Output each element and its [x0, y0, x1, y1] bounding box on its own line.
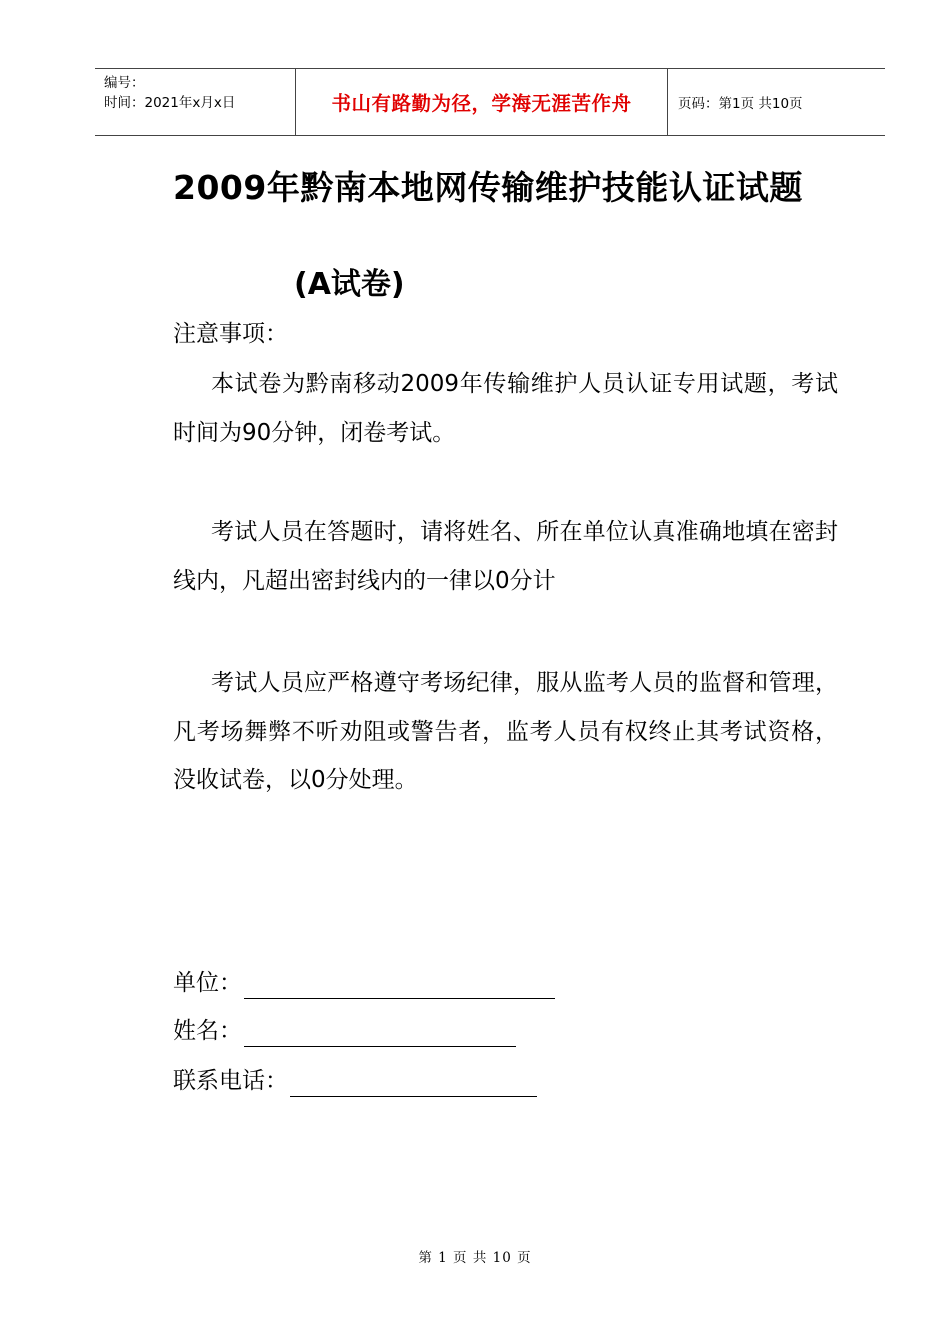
unit-field — [173, 967, 555, 999]
header-page-info: 页码：第1页 共10页 — [678, 96, 803, 112]
document-subtitle: (A试卷) — [294, 267, 405, 302]
notice-paragraph-1: 本试卷为黔南移动2009年传输维护人员认证专用试题，考试时间为90分钟，闭卷考试。 — [173, 371, 838, 446]
document-code-label: 编号： — [104, 75, 145, 91]
header-meta-cell — [95, 69, 296, 135]
notice-paragraph-2: 考试人员在答题时，请将姓名、所在单位认真准确地填在密封线内，凡超出密封线内的一律以0分计 — [173, 519, 838, 594]
notice-paragraph-3: 考试人员应严格遵守考场纪律，服从监考人员的监督和管理，凡考场舞弊不听劝阻或警告者，监考人员有权终止其考试资格，没收试卷，以0分处理。 — [173, 670, 838, 793]
phone-label: 联系电话： — [173, 1068, 288, 1094]
page-header — [95, 68, 885, 136]
notes-heading: 注意事项： — [173, 321, 288, 347]
page-footer: 第 1 页 共 10 页 — [418, 1250, 532, 1266]
name-field — [173, 1015, 516, 1047]
document-title: 2009年黔南本地网传输维护技能认证试题 — [173, 168, 803, 207]
name-label: 姓名： — [173, 1018, 242, 1044]
phone-blank-line — [290, 1072, 537, 1097]
unit-label: 单位： — [173, 970, 242, 996]
name-blank-line — [244, 1022, 516, 1047]
phone-field — [173, 1065, 537, 1097]
unit-blank-line — [244, 974, 555, 999]
header-motto: 书山有路勤为径，学海无涯苦作舟 — [296, 69, 668, 135]
document-time-label: 时间：2021年x月x日 — [104, 95, 236, 111]
